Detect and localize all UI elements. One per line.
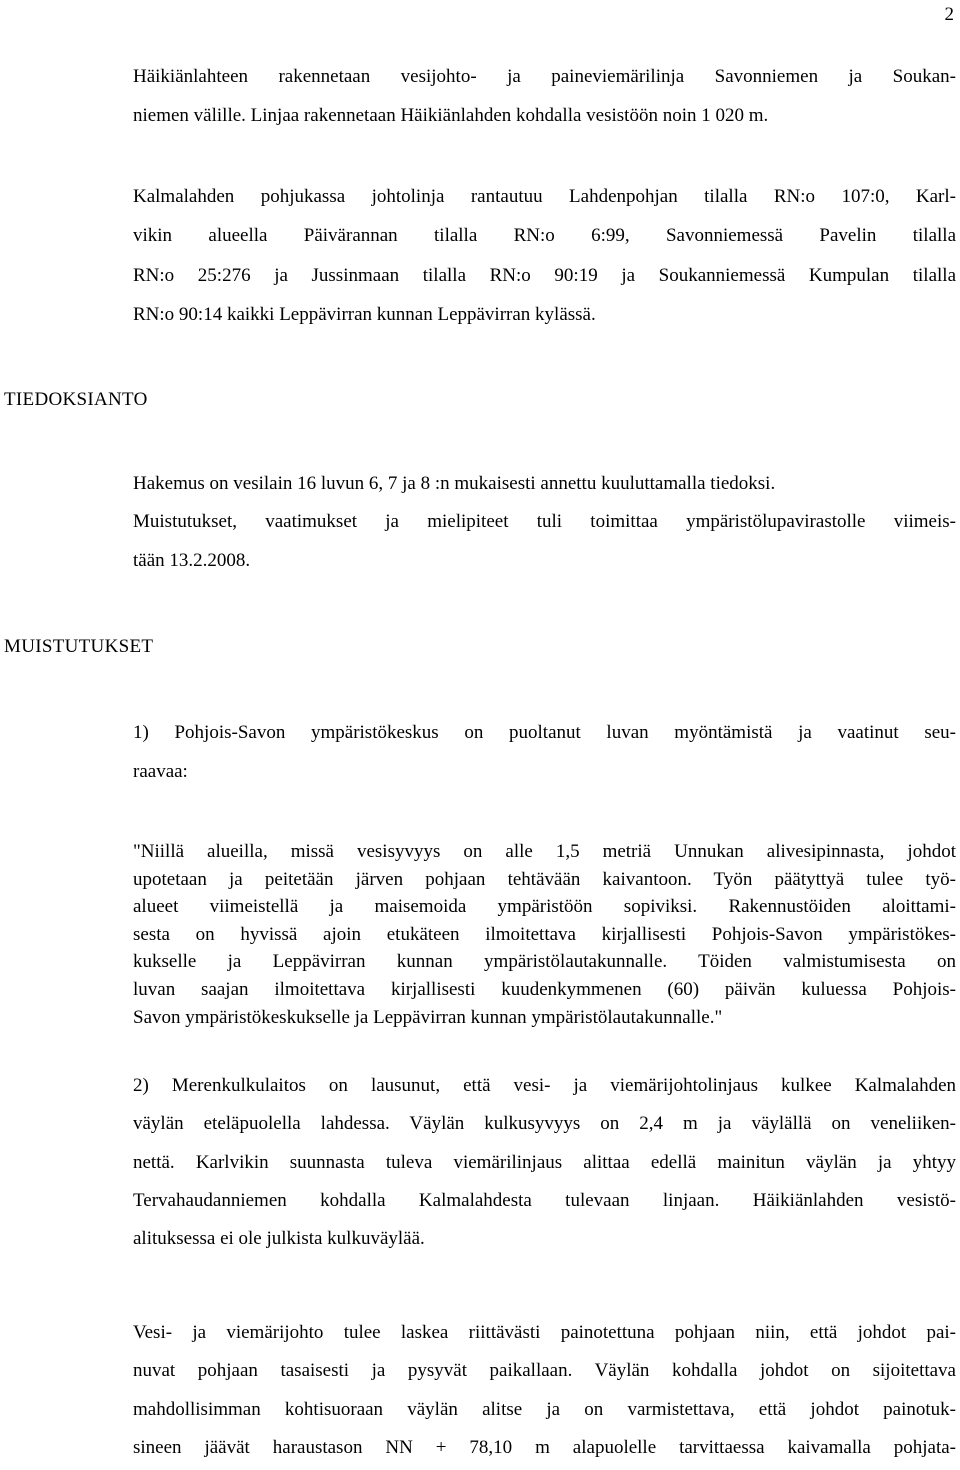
text-line: Savon ympäristökeskukselle ja Leppävirran kunnan ympäristölautakunnalle." [133,1006,723,1028]
intro-paragraph-2 [133,177,956,335]
text-line: upotetaan ja peitetään järven pohjaan tehtävään kaivantoon. Työn päätyttyä tulee työ- [133,868,956,890]
text-line: mahdollisimman kohtisuoraan väylän alitse ja on varmistettava, että johdot painotuk- [133,1398,956,1420]
section-heading-muistutukset: MUISTUTUKSET [4,636,154,657]
text-line: sineen jäävät haraustason NN + 78,10 m alapuolelle tarvittaessa kaivamalla pohjata- [133,1436,956,1458]
text-line: Hakemus on vesilain 16 luvun 6, 7 ja 8 :n mukaisesti annettu kuuluttamalla tiedoksi. [133,473,776,494]
section-heading-tiedoksianto: TIEDOKSIANTO [4,389,148,410]
text-line: nuvat pohjaan tasaisesti ja pysyvät paikallaan. Väylän kohdalla johdot on sijoitettava [133,1360,956,1382]
text-line: nettä. Karlvikin suunnasta tuleva viemärilinjaus alittaa edellä mainitun väylän ja yhtyy [133,1151,956,1173]
text-line: RN:o 25:276 ja Jussinmaan tilalla RN:o 90:19 ja Soukanniemessä Kumpulan tilalla [133,264,956,286]
text-line: raavaa: [133,761,188,783]
tiedoksianto-paragraph [133,465,956,580]
text-line: luvan saajan ilmoitettava kirjallisesti kuudenkymmenen (60) päivän kuluessa Pohjois- [133,978,956,1000]
text-line: RN:o 90:14 kaikki Leppävirran kunnan Leppävirran kylässä. [133,304,596,326]
muistutus-item-2 [133,1067,956,1258]
intro-paragraph-1 [133,57,956,136]
text-line: Vesi- ja viemärijohto tulee laskea riittävästi painotettuna pohjaan niin, että johdot pai- [133,1322,956,1343]
text-line: niemen välille. Linjaa rakennetaan Häikiänlahden kohdalla vesistöön noin 1 020 m. [133,105,769,127]
text-line: kukselle ja Leppävirran kunnan ympäristölautakunnalle. Töiden valmistumisesta on [133,951,956,973]
text-line: "Niillä alueilla, missä vesisyvyys on alle 1,5 metriä Unnukan alivesipinnasta, johdot [133,841,956,862]
muistutus-item-1 [133,713,956,792]
quoted-requirement [133,838,956,1031]
text-line: alituksessa ei ole julkista kulkuväylää. [133,1228,425,1250]
text-line: Häikiänlahteen rakennetaan vesijohto- ja paineviemärilinja Savonniemen ja Soukan- [133,66,956,87]
text-line: alueet viimeistellä ja maisemoida ympäristöön sopiviksi. Rakennustöiden aloittami- [133,896,956,918]
text-line: tään 13.2.2008. [133,549,251,571]
text-line: 1) Pohjois-Savon ympäristökeskus on puoltanut luvan myöntämistä ja vaatinut seu- [133,722,956,743]
text-line: Muistutukset, vaatimukset ja mielipiteet tuli toimittaa ympäristölupavirastolle viimeis- [133,511,956,533]
muistutus-item-2-continuation [133,1314,956,1467]
text-line: väylän eteläpuolella lahdessa. Väylän kulkusyvyys on 2,4 m ja väylällä on veneliiken- [133,1113,956,1135]
text-line: vikin alueella Päivärannan tilalla RN:o 6:99, Savonniemessä Pavelin tilalla [133,225,956,247]
text-line: Tervahaudanniemen kohdalla Kalmalahdesta tulevaan linjaan. Häikiänlahden vesistö- [133,1189,956,1211]
text-line: Kalmalahden pohjukassa johtolinja rantautuu Lahdenpohjan tilalla RN:o 107:0, Karl- [133,186,956,207]
page-number: 2 [944,4,954,25]
text-line: sesta on hyvissä ajoin etukäteen ilmoitettava kirjallisesti Pohjois-Savon ympäristökes- [133,923,956,945]
text-line: 2) Merenkulkulaitos on lausunut, että vesi- ja viemärijohtolinjaus kulkee Kalmalahden [133,1075,956,1096]
